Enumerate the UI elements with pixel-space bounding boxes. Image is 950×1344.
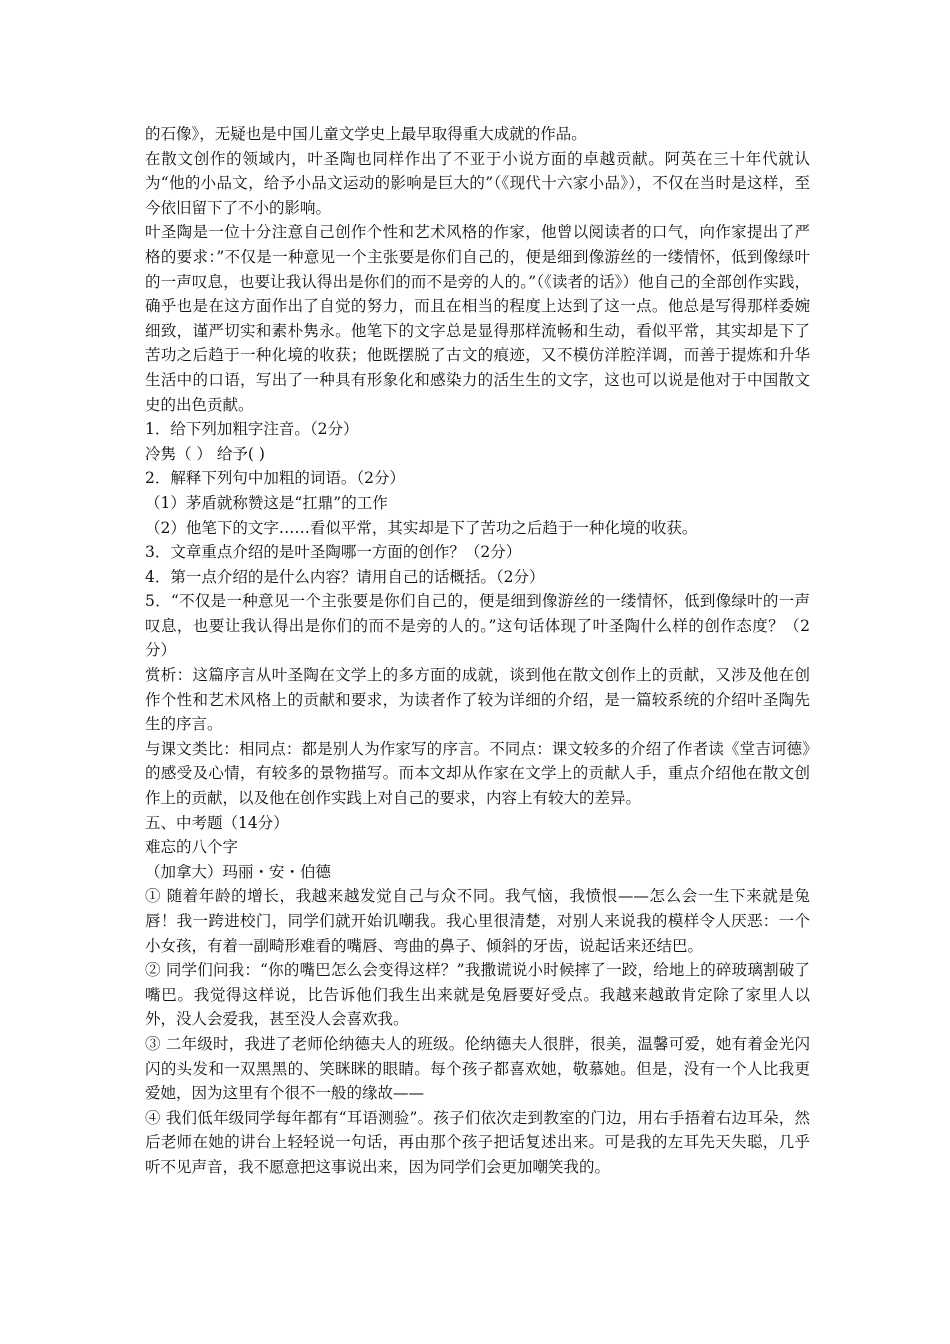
question-2-item-2: （2）他笔下的文字……看似平常，其实却是下了苦功之后趋于一种化境的收获。 bbox=[145, 518, 698, 537]
question-4: 4．第一点介绍的是什么内容？请用自己的话概括。（2分） bbox=[145, 567, 545, 586]
article-paragraph-3: ③ 二年级时，我进了老师伦纳德夫人的班级。伦纳德夫人很胖，很美，温馨可爱，她有着金光闪闪的头发和一双黑黑的、笑眯眯的眼睛。每个孩子都喜欢她，敬慕她。但是，没有一个人比我更爱她，因为这里有个很不一般的缘故—— bbox=[145, 1034, 810, 1103]
article-paragraph-1: ① 随着年龄的增长，我越来越发觉自己与众不同。我气恼，我愤恨——怎么会一生下来就是兔唇！我一跨进校门，同学们就开始讥嘲我。我心里很清楚，对别人来说我的模样令人厌恶：一个小女孩，有着一副畸形难看的嘴唇、弯曲的鼻子、倾斜的牙齿，说起话来还结巴。 bbox=[145, 887, 810, 955]
paragraph-artistic-style: 叶圣陶是一位十分注意自己创作个性和艺术风格的作家，他曾以阅读者的口气，向作家提出了严格的要求：”不仅是一种意见一个主张要是你们自己的，便是细到像游丝的一缕情怀，低到像绿叶的一声叹息，也要让我认得出是你们的而不是旁的人的。”（《读者的话》）他自己的全部创作实践，确乎也是在这方面作出了自觉的努力，而且在相当的程度上达到了这一点。他总是写得那样委婉细致，谨严切实和素朴隽永。他笔下的文字总是显得那样流畅和生动，看似平常，其实却是下了苦功之后趋于一种化境的收获；他既摆脱了古文的痕迹，又不模仿洋腔洋调，而善于提炼和升华生活中的口语，写出了一种具有形象化和感染力的活生生的文字，这也可以说是他对于中国散文史的出色贡献。 bbox=[145, 223, 810, 414]
question-2: 2．解释下列句中加粗的词语。（2分） bbox=[145, 469, 405, 488]
question-3: 3．文章重点介绍的是叶圣陶哪一方面的创作？（2分） bbox=[145, 543, 522, 562]
section-heading: 五、中考题（14分） bbox=[145, 813, 289, 832]
article-author: （加拿大）玛丽・安・伯德 bbox=[145, 862, 332, 881]
question-1-blanks: 冷隽（ ） 给予( ) bbox=[145, 444, 265, 463]
question-1: 1．给下列加粗字注音。（2分） bbox=[145, 420, 359, 439]
question-5: 5．“不仅是一种意见一个主张要是你们自己的，便是细到像游丝的一缕情怀，低到像绿叶的一声叹息，也要让我认得出是你们的而不是旁的人的。”这句话体现了叶圣陶什么样的创作态度？（2分） bbox=[145, 592, 810, 660]
paragraph-prose-contribution: 在散文创作的领域内，叶圣陶也同样作出了不亚于小说方面的卓越贡献。阿英在三十年代就认为“他的小品文，给予小品文运动的影响是巨大的”（《现代十六家小品》），不仅在当时是这样，至今依旧留下了不小的影响。 bbox=[145, 149, 810, 217]
paragraph-intro-continuation: 的石像》，无疑也是中国儿童文学史上最早取得重大成就的作品。 bbox=[145, 125, 587, 143]
comparison-paragraph: 与课文类比：相同点：都是别人为作家写的序言。不同点：课文较多的介绍了作者读《堂吉诃德》的感受及心情，有较多的景物描写。而本文却从作家在文学上的贡献人手，重点介绍他在散文创作上的贡献，以及他在创作实践上对自己的要求，内容上有较大的差异。 bbox=[145, 739, 810, 808]
article-title: 难忘的八个字 bbox=[145, 838, 239, 857]
article-paragraph-2: ② 同学们问我：“你的嘴巴怎么会变得这样？”我撒谎说小时候摔了一跤，给地上的碎玻璃割破了嘴巴。我觉得这样说，比告诉他们我生出来就是兔唇要好受点。我越来越敢肯定除了家里人以外，没人会爱我，甚至没人会喜欢我。 bbox=[145, 961, 810, 1029]
document-page bbox=[145, 122, 810, 1180]
article-paragraph-4: ④ 我们低年级同学每年都有“耳语测验”。孩子们依次走到教室的门边，用右手捂着右边耳朵，然后老师在她的讲台上轻轻说一句话，再由那个孩子把话复述出来。可是我的左耳先天失聪，几乎听不见声音，我不愿意把这事说出来，因为同学们会更加嘲笑我的。 bbox=[145, 1108, 810, 1176]
appreciation-paragraph: 赏析：这篇序言从叶圣陶在文学上的多方面的成就，谈到他在散文创作上的贡献，又涉及他在创作个性和艺术风格上的贡献和要求，为读者作了较为详细的介绍，是一篇较系统的介绍叶圣陶先生的序言。 bbox=[145, 666, 810, 734]
question-2-item-1: （1）茅盾就称赞这是“扛鼎”的工作 bbox=[145, 493, 388, 512]
